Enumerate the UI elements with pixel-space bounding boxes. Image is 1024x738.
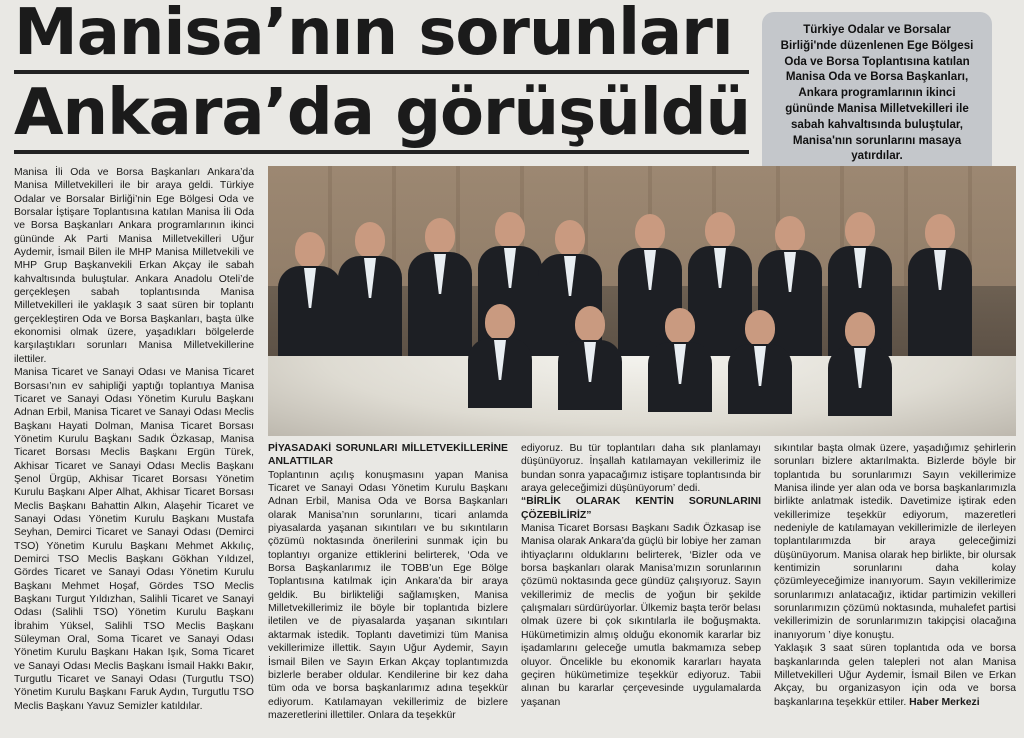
photo-person <box>908 214 972 358</box>
article-column-1 <box>14 166 254 713</box>
headline-rule-top <box>14 70 749 74</box>
paragraph <box>774 642 1016 709</box>
group-photo <box>268 166 1016 436</box>
paragraph: Toplantının açılış konuşmasını yapan Manisa Ticaret ve Sanayi Odası Yönetim Kurulu Başkanı Adnan Erbil, Manisa Oda ve Borsa Başkanları olarak Manisa’nın sorunlarını, ticari anlamda piyasalarda yaşanan sıkıntıları ve bu sıkıntıların çözümü noktasında önerilerini sunmak için bu toplantıyı organize ettiklerini belirterek, ‘Oda ve Borsa Başkanlarımız ile TOBB’un Ege Bölge Toplantısına katılmak için Ankara’da bir araya geldik. Bu birlikteliği sağlamışken, Manisa Milletvekillerimiz ile böyle bir toplantıda bizlere iletilen ve de piyasalarda yaşanan sıkıntıları aktarmak istedik. Toplantı davetimizi tüm Manisa vekillerimize illettik. Sayın Uğur Aydemir, Sayın İsmail Bilen ve Sayın Erkan Akçay toplantımızda bizlerle beraber oldular. Kendilerine bir kez daha tüm oda ve borsa başkanlarımız adına teşekkür ediyorum. Katılamayan vekillerimiz de bizlere mazeretlerini illettiler. Onlara da teşekkür <box>268 469 508 721</box>
headline-line-1: Manisa’nın sorunları <box>14 0 733 70</box>
photo-person-seated <box>468 304 532 408</box>
subheading: “BİRLİK OLARAK KENTİN SORUNLARINI ÇÖZEBİLİRİZ” <box>521 496 761 521</box>
article-column-4 <box>774 442 1016 709</box>
photo-person <box>338 222 402 366</box>
photo-person-seated <box>828 312 892 416</box>
paragraph: Manisa Ticaret Borsası Başkanı Sadık Özkasap ise Manisa olarak Ankara’da güçlü bir lobiye her zaman ihtiyaçlarını olduklarını belirterek, ‘Bizler oda ve borsa başkanları olarak Manisa’mızın sorunlarının çözümü noktasında gece gündüz çalışıyoruz. Sayın vekillerimiz de meclis de yoğun bir şekilde çalışmaları sürdürüyorlar. Ülkemiz başta terör belası olmak üzere bi çok sıkıntılarla ile boğuşmakta. Hükümetimizin almış olduğu ekonomik kararlar biz işadamlarını geleceğe umutla bakmamıza sebep oluyor. Öncelikle bu ekonomik kararları hayata geçiren hükümetimize teşekkür ediyoruz. Tabii alınan bu kararlar çerçevesinde uygulamalarda yaşanan <box>521 523 761 708</box>
photo-table <box>268 356 1016 436</box>
photo-person <box>278 232 342 376</box>
paragraph: Manisa İli Oda ve Borsa Başkanları Ankara’da Manisa Milletvekilleri ile bir araya geldi. Türkiye Odalar ve Borsalar Birliği’nin Ege Bölgesi Oda ve Borsalar İştişare Toplantısına katılan Manisa İli Oda ve Borsa Başkanları Ankara programlarının ikinci gününde Ak Parti Manisa Milletvekilleri Uğur Aydemir, İsmail Bilen ile MHP Manisa Milletvekili ve MHP Grup Başkanvekili Erkan Akçay ile sabah kahvaltısında buluştular. Ankara Anadolu Oteli’de gerçekleşen sabah toplantısında Manisa Milletvekilleri ile yaklaşık 3 saat süren bir toplantı gerçekleştiren Oda ve Borsa Başkanları, başta ülke ekonomisi olmak üzere, yaşadıkları bölgelerde karşılaştıkları sorunları Manisa Milletvekillerine ilettiler. <box>14 167 254 365</box>
subheading: PİYASADAKİ SORUNLARI MİLLETVEKİLLERİNE ANLATTILAR <box>268 443 508 468</box>
article-column-2 <box>268 442 508 722</box>
paragraph: ediyoruz. Bu tür toplantıları daha sık planlamayı düşünüyoruz. İnşallah katılamayan vekillerimiz ile bundan sonra yapacağımız istişare toplantısında bir araya geleceğimizi düşünüyorum’ dedi. <box>521 443 761 495</box>
summary-box: Türkiye Odalar ve Borsalar Birliği'nde düzenlenen Ege Bölgesi Oda ve Borsa Toplantısına katılan Manisa Oda ve Borsa Başkanları, Ankara programlarının ikinci gününde Manisa Milletvekilleri ile sabah kahvaltısında buluştular, Manisa'nın sorunlarını masaya yatırdılar. <box>762 12 992 188</box>
photo-person-seated <box>648 308 712 412</box>
photo-person-seated <box>558 306 622 410</box>
photo-person-seated <box>728 310 792 414</box>
headline-line-2: Ankara’da görüşüldü <box>14 76 751 150</box>
headline-rule-bottom <box>14 150 749 154</box>
photo-person <box>408 218 472 362</box>
article-column-3 <box>521 442 761 709</box>
paragraph: Manisa Ticaret ve Sanayi Odası ve Manisa Ticaret Borsası’nın ev sahipliği yaptığı toplantıya Manisa Ticaret ve Sanayi Odası Yönetim Kurulu Başkanı Adnan Erbil, Manisa Ticaret ve Sanayi Odası Meclis Başkanı Hayati Dolman, Manisa Ticaret Borsası Yönetim Kurulu Başkanı Sadık Özkasap, Manisa Ticaret Borsası Meclis Başkanı Ergün Türek, Akhisar Ticaret ve Sanayi Odası Meclis Başkanı Şenol Ürgüp, Akhisar Ticaret Borsası Yönetim Kurulu Başkanı Alper Alhat, Akhisar Ticaret Borsası Meclis Başkanı Bahattin Alkın, Alaşehir Ticaret ve Sanayi Odası Yönetim Kurulu Başkanı Mustafa Seyhan, Demirci Ticaret ve Sanayi Odası (Demirci TSO) Yönetim Kurulu Başkanı Mehmet Akkılıç, Demirci TSO Meclis Başkanı Gökhan Yıldızel, Gördes Ticaret ve Sanayi Odası Yönetim Kurulu Başkanı Mehmet Hoşaf, Gördes TSO Meclis Başkanı Turgut Yıldızhan, Salihli Ticaret ve Sanayi Odası (Salihli TSO) Yönetim Kurulu Başkanı İbrahim Yüksel, Salihli TSO Meclis Başkanı Süleyman Oral, Soma Ticaret ve Sanayi Odası Yönetim Kurulu Başkanı Hakan Işık, Soma Ticaret ve Sanayi Odası Meclis Başkanı İsmail Hakkı Bakır, Turgutlu Ticaret ve Sanayi Odası (Turgutlu TSO) Yönetim Kurulu Başkanı Faruk Aydın, Turgutlu TSO Meclis Başkanı Yavuz Semizler katıldılar. <box>14 367 254 712</box>
byline: Haber Merkezi <box>909 696 980 708</box>
paragraph: sıkıntılar başta olmak üzere, yaşadığımız şehirlerin sorunları bizlere aktarılmakta. Bizlerde böyle bir toplantıda bu sorunlarımızı Sayın vekillerimize Manisa ilinde yer alan oda ve borsa başkanlarımızla birlikte anlatmak istedik. Davetimize iştirak eden vekillerimize teşekkür ediyorum, mazeretleri nedeniyle de katılamayan vekillerimizle de ilerleyen toplantılarımızda bir araya geleceğimizi düşünüyorum. Manisa olarak hep birlikte, bir olursak kentimizin sorunlarını daha kolay çözümleyeceğimize inanıyorum. Sayın vekillerimize sorunlarımızı anlatacağız, iktidar partimizin vekilleri sorunlarımızın çözümü noktasında, muhalefet partisi vekillerimizin de sorunlarımızın takipçisi olacağına inanıyorum ’ diye konuştu. <box>774 443 1016 641</box>
paragraph-text: Yaklaşık 3 saat süren toplantıda oda ve borsa başkanlarında gelen talepleri not alan Manisa Milletvekilleri Uğur Aydemir, İsmail Bilen ve Erkan Akçay, bu organizasyon için oda ve borsa başkanlarına teşekkür ettiler. <box>774 643 1016 708</box>
